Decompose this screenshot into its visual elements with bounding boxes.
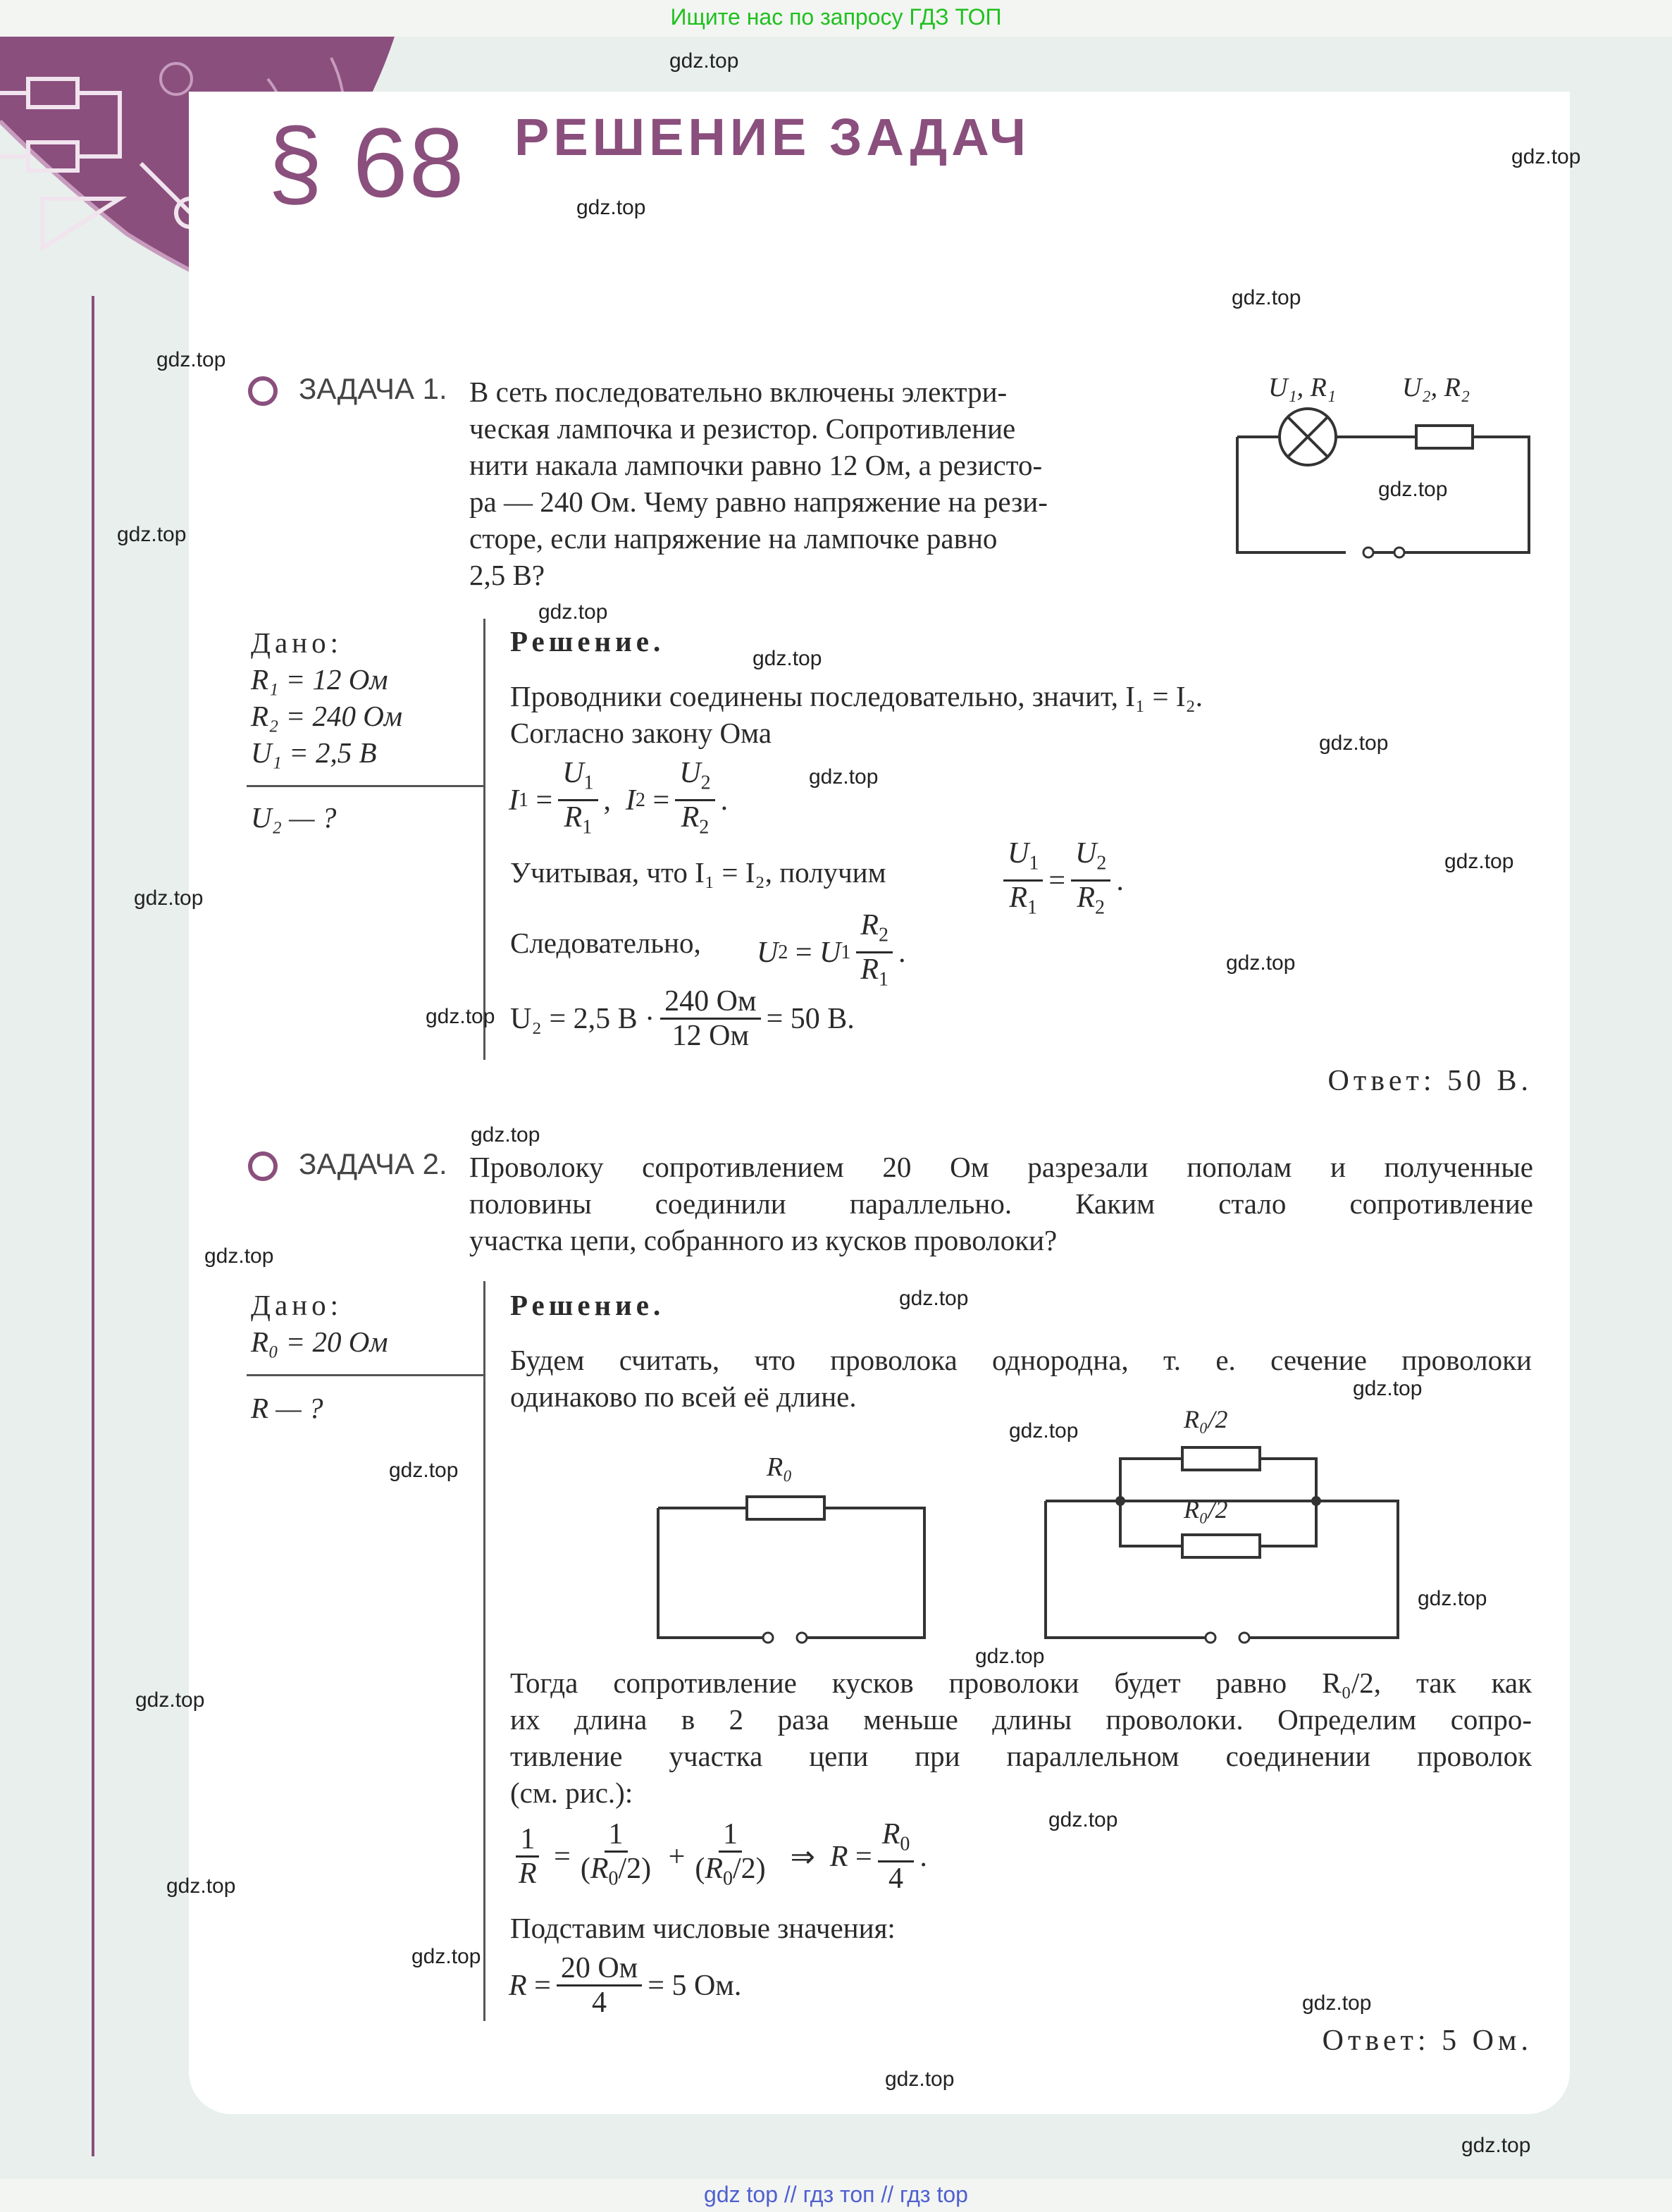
- watermark: gdz.top: [135, 1688, 205, 1712]
- task1-s4: Следовательно,: [510, 927, 701, 959]
- terminal-icon: [797, 1633, 807, 1643]
- calc-right: = 50 В.: [766, 1002, 855, 1035]
- watermark: gdz.top: [117, 523, 187, 546]
- given-item: R₀ = 20 Ом: [251, 1326, 388, 1358]
- task2-paragraph: [510, 1664, 1532, 1811]
- task1-solution-title: Решение.: [510, 625, 665, 657]
- u2-formula: U 2 = U 1 $\frac{R_2}{R_1}$ .: [757, 909, 906, 991]
- terminal-icon: [1239, 1633, 1249, 1643]
- terminal-icon: [1363, 548, 1373, 557]
- task2-circuit-parallel: [1036, 1402, 1409, 1649]
- ohm-law-formula: I 1 = $\frac{U_1}{R_1}$ , I 2 = $\frac{U_2}{R_2}$ .: [509, 757, 729, 839]
- watermark: gdz.top: [1048, 1808, 1118, 1831]
- junction-icon: [1311, 1496, 1321, 1506]
- parallel-formula: $\frac{1}{R}$ = $\frac{1}{(R_0/2)}$ + $\frac{1}{(R_0/2)}$ ⇒ R = $\frac{R_0}{4}$ .: [509, 1818, 927, 1895]
- page-title: РЕШЕНИЕ ЗАДАЧ: [514, 108, 1031, 166]
- task2-pline: (см. рис.):: [510, 1777, 633, 1809]
- task1-line: сторе, если напряжение на лампочке равно: [469, 522, 998, 555]
- task1-label: ЗАДАЧА 1.: [299, 372, 447, 405]
- watermark: gdz.top: [1009, 1419, 1079, 1442]
- calc-numerator: 240 Ом: [660, 985, 760, 1020]
- task1-line: нити накала лампочки равно 12 Ом, а резисто-: [469, 449, 1043, 481]
- task2-answer: Ответ: 5 Ом.: [1322, 2025, 1532, 2057]
- watermark: gdz.top: [1511, 145, 1581, 168]
- task2-line: Проволоку сопротивлением 20 Ом разрезали пополам и полученные: [469, 1151, 1533, 1183]
- task2-s1: Будем считать, что проволока однородна, т. е. сечение проволоки: [510, 1344, 1532, 1376]
- task2-s5: Подставим числовые значения:: [510, 1912, 896, 1944]
- task2-solution-title: Решение.: [510, 1289, 665, 1321]
- given-divider: [247, 785, 483, 787]
- task2-line: участка цепи, собранного из кусков проволоки?: [469, 1224, 1058, 1256]
- r0-label: R₀: [767, 1452, 793, 1482]
- watermark: gdz.top: [669, 49, 739, 73]
- watermark: gdz.top: [1232, 286, 1301, 309]
- watermark: gdz.top: [389, 1459, 459, 1482]
- watermark: gdz.top: [538, 600, 608, 624]
- watermark: gdz.top: [1378, 478, 1448, 501]
- task1-line: ческая лампочка и резистор. Сопротивление: [469, 412, 1016, 445]
- resistor-icon: [747, 1497, 824, 1519]
- watermark: gdz.top: [166, 1874, 236, 1898]
- given-item: R₂ = 240 Ом: [251, 700, 402, 732]
- half-label-top: R₀/2: [1184, 1405, 1228, 1433]
- top-banner[interactable]: Ищите нас по запросу ГДЗ ТОП: [670, 4, 1002, 30]
- task1-ring-icon: [248, 376, 278, 406]
- task1-given: [251, 624, 402, 771]
- watermark: gdz.top: [975, 1645, 1045, 1668]
- watermark: gdz.top: [1353, 1377, 1423, 1400]
- watermark: gdz.top: [471, 1123, 540, 1147]
- section-number: § 68: [268, 107, 466, 218]
- task1-circuit: [1226, 366, 1543, 564]
- task2-find: R — ?: [251, 1392, 323, 1424]
- calc-denominator: 4: [592, 1987, 607, 2019]
- watermark: gdz.top: [1226, 951, 1296, 975]
- watermark: gdz.top: [426, 1005, 495, 1028]
- watermark: gdz.top: [576, 196, 646, 219]
- task2-ring-icon: [248, 1151, 278, 1181]
- terminal-icon: [763, 1633, 773, 1643]
- task2-circuit-series: [648, 1452, 944, 1649]
- given-divider: [247, 1374, 483, 1376]
- watermark: gdz.top: [1302, 1991, 1372, 2015]
- watermark: gdz.top: [134, 886, 204, 910]
- given-item: U₁ = 2,5 В: [251, 736, 377, 769]
- task2-s2: одинаково по всей её длине.: [510, 1380, 857, 1413]
- task1-line: ра — 240 Ом. Чему равно напряжение на рези-: [469, 486, 1048, 518]
- lamp-label: U₁, R₁: [1268, 373, 1337, 402]
- calc-numerator: 20 Ом: [557, 1952, 642, 1987]
- watermark: gdz.top: [156, 348, 226, 371]
- margin-line: [92, 296, 94, 2156]
- calc-left: U₂ = 2,5 В ·: [510, 1002, 655, 1035]
- bottom-banner[interactable]: gdz top // гдз топ // гдз top: [704, 2182, 968, 2207]
- task1-s1: Проводники соединены последовательно, значит, I₁ = I₂.: [510, 680, 1203, 712]
- task2-line: половины соединили параллельно. Каким стало сопротивление: [469, 1187, 1533, 1220]
- resistor-icon: [1416, 426, 1473, 448]
- task2-pline: тивление участка цепи при параллельном соединении проволок: [510, 1740, 1532, 1772]
- task2-given: [251, 1287, 388, 1360]
- watermark: gdz.top: [204, 1244, 274, 1268]
- task2-label: ЗАДАЧА 2.: [299, 1147, 447, 1180]
- half-label-bottom: R₀/2: [1184, 1495, 1228, 1524]
- terminal-icon: [1206, 1633, 1215, 1643]
- watermark: gdz.top: [1319, 731, 1389, 755]
- task1-line: В сеть последовательно включены электри-: [469, 376, 1008, 408]
- task1-line: 2,5 В?: [469, 559, 545, 591]
- watermark: gdz.top: [411, 1945, 481, 1968]
- given-item: R₁ = 12 Ом: [251, 663, 388, 696]
- watermark: gdz.top: [885, 2068, 955, 2091]
- triangle-art: [42, 199, 120, 248]
- watermark: gdz.top: [1461, 2134, 1531, 2157]
- junction-icon: [1115, 1496, 1125, 1506]
- task2-pline: их длина в 2 раза меньше длины проволоки. Определим сопро-: [510, 1703, 1532, 1736]
- task1-s3: Учитывая, что I₁ = I₂, получим: [510, 856, 886, 889]
- task2-pline: Тогда сопротивление кусков проволоки будет равно R₀/2, так как: [510, 1667, 1532, 1699]
- terminal-icon: [1394, 548, 1404, 557]
- calc-denominator: 12 Ом: [671, 1020, 750, 1052]
- watermark: gdz.top: [1444, 850, 1514, 873]
- task1-condition: [469, 373, 1195, 593]
- calc-right: = 5 Ом.: [648, 1969, 742, 2002]
- resistor-icon: [1182, 1535, 1260, 1557]
- ratio-formula: $\frac{U_1}{R_1}$ = $\frac{U_2}{R_2}$ .: [998, 837, 1124, 925]
- given-title: Дано:: [251, 1289, 342, 1321]
- watermark: gdz.top: [1418, 1587, 1487, 1610]
- task1-find: U₂ — ?: [251, 801, 337, 834]
- resistor-icon: [1182, 1447, 1260, 1470]
- given-vertical-divider: [483, 1281, 485, 2021]
- given-title: Дано:: [251, 626, 342, 659]
- task1-answer: Ответ: 50 В.: [1327, 1065, 1532, 1097]
- task2-condition: [469, 1149, 1533, 1259]
- watermark: gdz.top: [809, 765, 879, 789]
- task1-calculation: [510, 985, 855, 1052]
- resistor-label: U₂, R₂: [1402, 373, 1470, 402]
- task1-s2: Согласно закону Ома: [510, 717, 772, 749]
- given-vertical-divider: [483, 619, 485, 1060]
- task2-calculation: R = $\frac{20 Ом}{4}$ = 5 Ом.: [509, 1952, 742, 2019]
- watermark: gdz.top: [899, 1287, 969, 1310]
- watermark: gdz.top: [753, 647, 822, 670]
